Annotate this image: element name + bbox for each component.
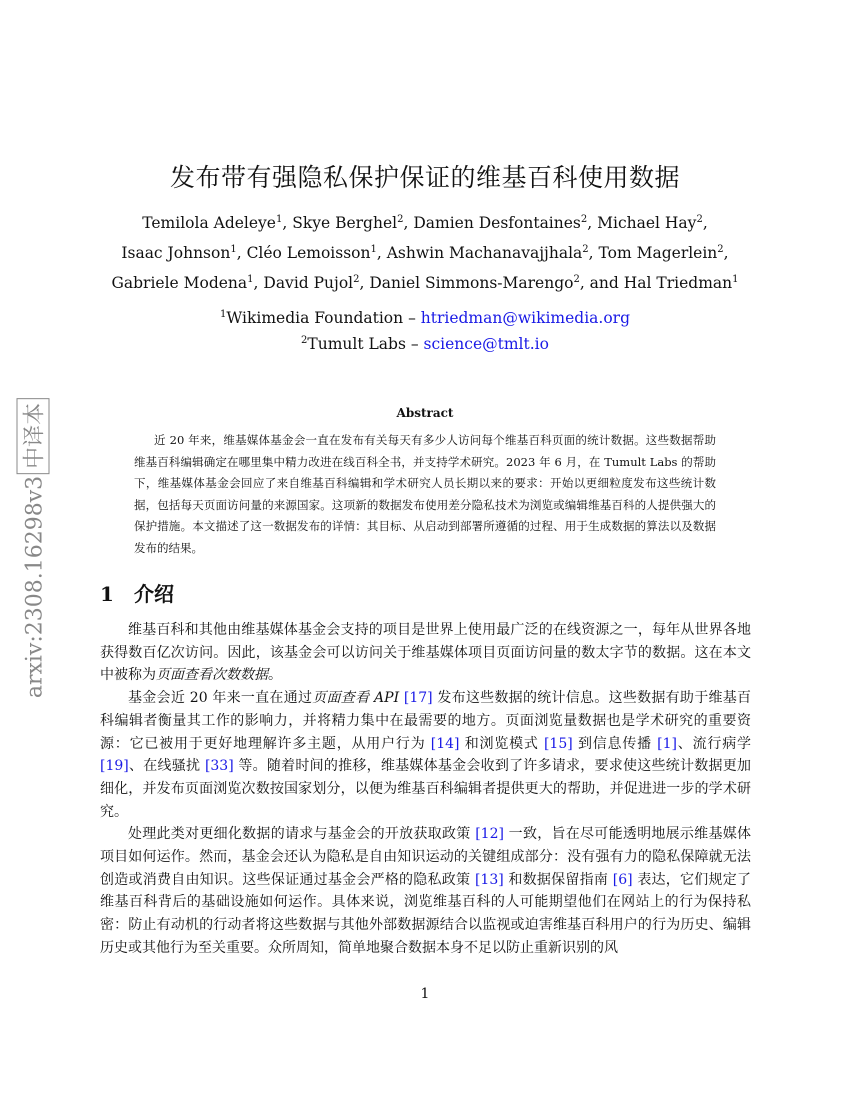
author: Cléo Lemoisson$^1$, xyxy=(246,244,387,262)
email-link[interactable]: science@tmlt.io xyxy=(423,335,549,353)
citation-link[interactable]: [12] xyxy=(475,826,504,843)
section-title: 介绍 xyxy=(134,582,174,606)
author: Hal Triedman$^1$ xyxy=(623,274,739,292)
citation-link[interactable]: [13] xyxy=(474,871,504,888)
section-number: 1 xyxy=(100,582,114,606)
author: David Pujol$^2$, xyxy=(263,274,370,292)
abstract-text: 近 20 年来，维基媒体基金会一直在发布有关每天有多少人访问每个维基百科页面的统计数据。这些数据帮助维基百科编辑确定在哪里集中精力改进在线百科全书，并支持学术研究。2023 年 6 月，在 Tumult Labs 的帮助下，维基媒体基金会回应了来自维基百科编辑和学术研究人员长期以来的要求：开始以更细粒度发布这些统计数据，包括每天页面访问量的来源国家。这项新的数据发布使用差分隐私技术为浏览或编辑维基百科的人提供强大的保护措施。本文描述了这一数据发布的详情：其目标、从启动到部署所遵循的过程、用于生成数据的算法以及数据发布的结果。 xyxy=(134,433,716,555)
email-link[interactable]: htriedman@wikimedia.org xyxy=(420,309,630,327)
paragraph: 基金会近 20 年来一直在通过页面查看 API [17] 发布这些数据的统计信息。这些数据有助于维基百科编辑者衡量其工作的影响力，并将精力集中在最需要的地方。页面浏览量数据也是学术研究的重要资源：它已被用于更好地理解许多主题，从用户行为 [14] 和浏览模式 [15] 到信息传播 [1]、流行病学 [19]、在线骚扰 [33] 等。随着时间的推移，维基媒体基金会收到了许多请求，要求使这些统计数据更加细化，并发布页面浏览次数按国家划分，以便为维基百科编辑者提供更大的帮助，并促进进一步的学术研究。 xyxy=(100,690,752,820)
paper-title: 发布带有强隐私保护保证的维基百科使用数据 xyxy=(169,163,680,192)
arxiv-id[interactable]: arxiv:2308.16298v3 xyxy=(22,475,48,699)
citation-link[interactable]: [19] xyxy=(100,758,129,775)
citation-link[interactable]: [33] xyxy=(204,758,234,775)
translation-tag: 中译本 xyxy=(17,398,50,474)
affiliations xyxy=(100,305,750,357)
paragraph: 处理此类对更细化数据的请求与基金会的开放获取政策 [12] 一致，旨在尽可能透明地展示维基媒体项目如何运作。然而，基金会还认为隐私是自由知识运动的关键组成部分：没有强有力的隐私保障就无法创造或消费自由知识。这些保证通过基金会严格的隐私政策 [13] 和数据保留指南 [6] 表达，它们规定了维基百科背后的基础设施如何运作。具体来说，浏览维基百科的人可能期望他们在网站上的行为保持私密：防止有动机的行动者将这些数据与其他外部数据源结合以监视或迫害维基百科用户的行为历史、编辑历史或其他行为至关重要。众所周知，简单地聚合数据本身不足以防止重新识别的风 xyxy=(100,826,752,956)
author: Gabriele Modena$^1$, xyxy=(111,274,264,292)
page-number: 1 xyxy=(420,986,430,1002)
author: Temilola Adeleye$^1$, xyxy=(142,214,293,232)
body-text xyxy=(100,619,751,960)
author: Tom Magerlein$^2$, xyxy=(598,244,729,262)
author: Skye Berghel$^2$, xyxy=(292,214,414,232)
author: Michael Hay$^2$, xyxy=(597,214,708,232)
author: Isaac Johnson$^1$, xyxy=(121,244,247,262)
author-list xyxy=(100,208,750,298)
citation-link[interactable]: [1] xyxy=(657,735,678,752)
citation-link[interactable]: [15] xyxy=(543,735,573,752)
citation-link[interactable]: [17] xyxy=(403,690,433,707)
section-heading xyxy=(100,578,174,607)
author: Damien Desfontaines$^2$, xyxy=(413,214,598,232)
affiliation: $^1$Wikimedia Foundation – htriedman@wikimedia.org xyxy=(220,309,630,327)
citation-link[interactable]: [14] xyxy=(430,735,460,752)
author: Ashwin Machanavajjhala$^2$, xyxy=(386,244,599,262)
arxiv-sidebar xyxy=(17,392,49,702)
paragraph: 维基百科和其他由维基媒体基金会支持的项目是世界上使用最广泛的在线资源之一，每年从世界各地获得数百亿次访问。因此，该基金会可以访问关于维基媒体项目页面访问量的数太字节的数据。这在本文中被称为页面查看次数数据。 xyxy=(100,622,751,684)
affiliation: $^2$Tumult Labs – science@tmlt.io xyxy=(301,335,549,353)
citation-link[interactable]: [6] xyxy=(612,871,633,888)
abstract-heading: Abstract xyxy=(396,406,454,420)
author: Daniel Simmons-Marengo$^2$, and xyxy=(369,274,624,292)
